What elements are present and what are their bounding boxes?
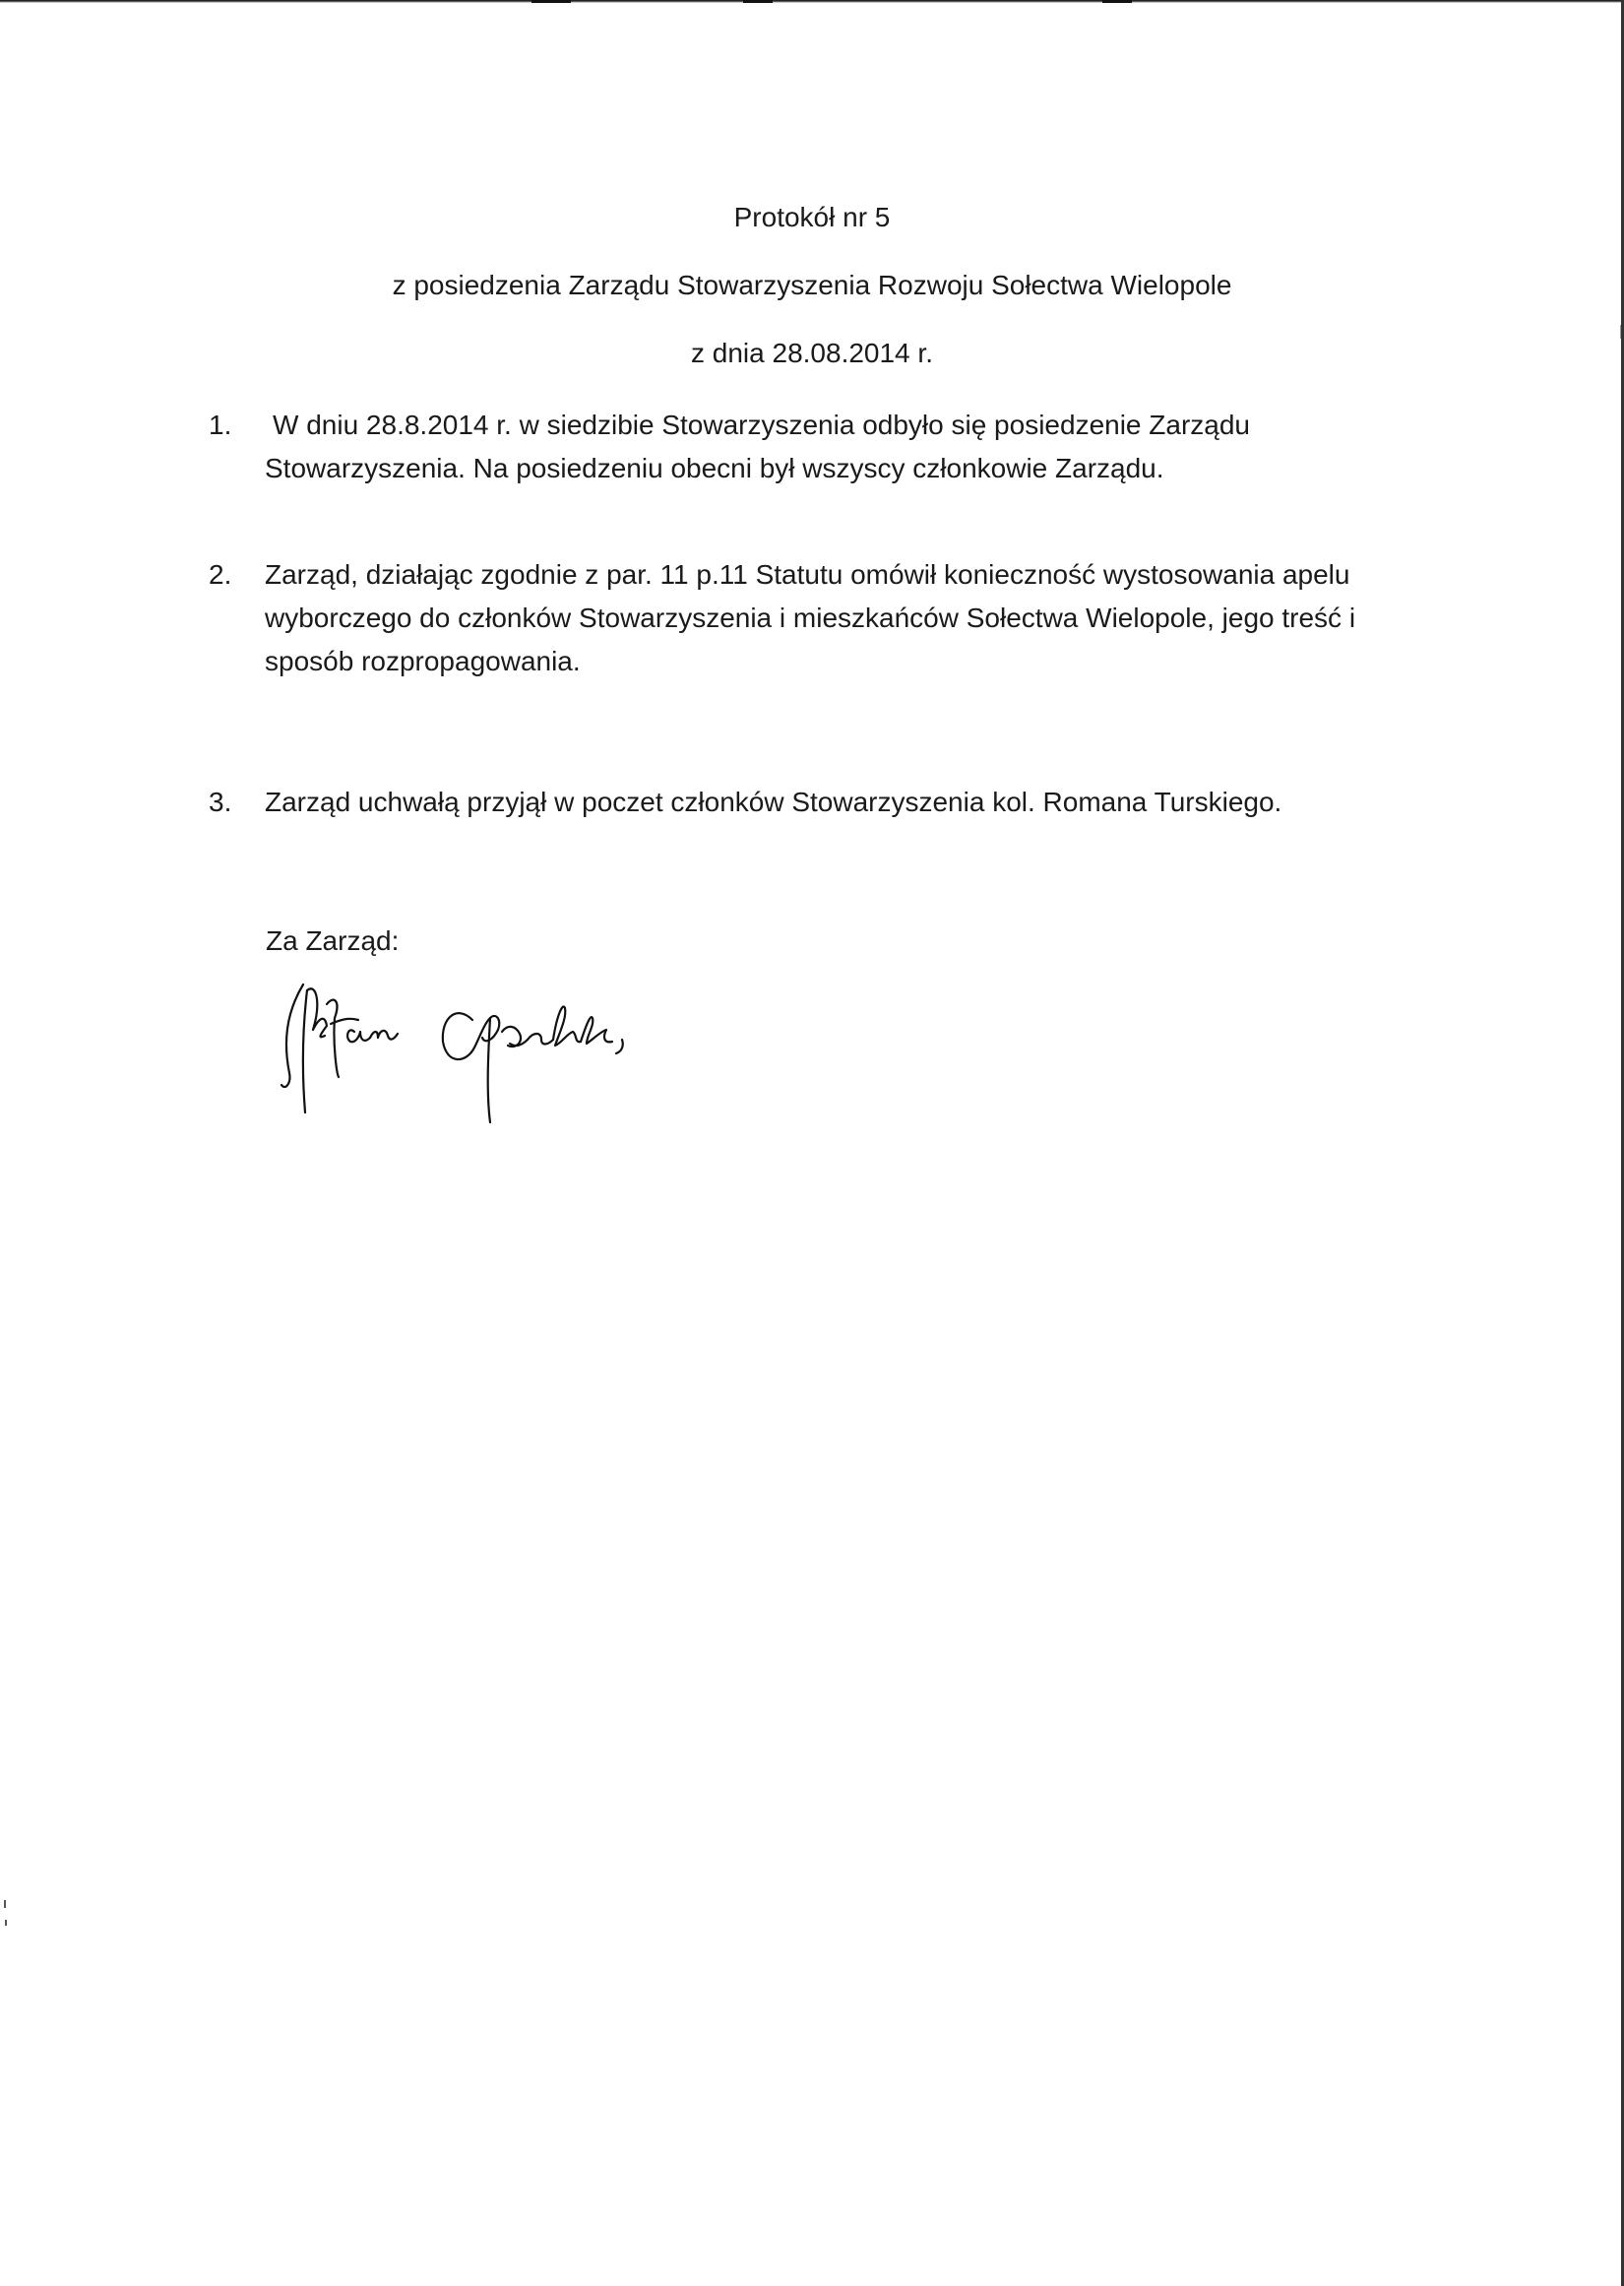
scan-speck [4, 1900, 6, 1908]
handwritten-signature-icon [256, 975, 748, 1132]
list-item [209, 553, 1390, 683]
document-date: z dnia 28.08.2014 r. [691, 338, 933, 368]
item-number: 2. [209, 559, 232, 590]
item-line: sposób rozpropagowania. [265, 646, 581, 676]
item-number: 1. [209, 410, 232, 440]
scan-speck [5, 1920, 7, 1926]
document-subtitle: z posiedzenia Zarządu Stowarzyszenia Rozwoju Sołectwa Wielopole [392, 270, 1232, 300]
item-line: wyborczego do członków Stowarzyszenia i mieszkańców Sołectwa Wielopole, jego treść i [265, 603, 1356, 633]
list-item [209, 404, 1390, 490]
item-line: Zarząd, działając zgodnie z par. 11 p.11 Statutu omówił konieczność wystosowania apelu [265, 559, 1350, 590]
item-line: Stowarzyszenia. Na posiedzeniu obecni był wszyscy członkowie Zarządu. [265, 453, 1164, 483]
scan-speck [1620, 325, 1621, 339]
scan-top-edge [0, 0, 1624, 4]
document-title: Protokół nr 5 [733, 202, 891, 232]
item-text [265, 404, 1390, 490]
item-line: Zarząd uchwałą przyjął w poczet członków Stowarzyszenia kol. Romana Turskiego. [265, 787, 1282, 817]
list-item [209, 781, 1390, 824]
signatory-label: Za Zarząd: [266, 925, 400, 956]
item-text [265, 781, 1390, 824]
item-number: 3. [209, 787, 232, 817]
item-text [265, 553, 1390, 683]
item-line: W dniu 28.8.2014 r. w siedzibie Stowarzyszenia odbyło się posiedzenie Zarządu [273, 410, 1251, 440]
